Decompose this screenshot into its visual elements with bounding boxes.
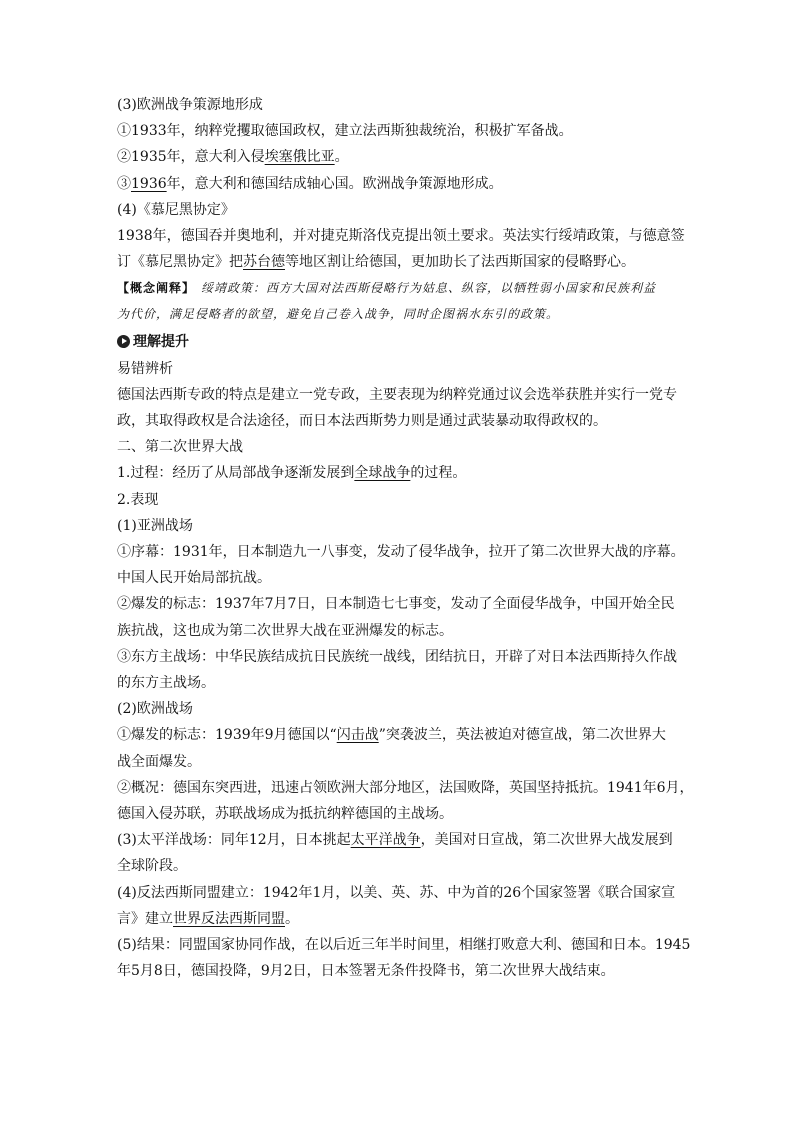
section-title-europe-source: (3)欧洲战争策源地形成 <box>117 97 263 113</box>
subsection-title: 2.表现 <box>117 491 159 508</box>
text-line: 全球阶段。 <box>117 858 187 875</box>
text-line: (4)反法西斯同盟建立：1942年1月，以美、英、苏、中为首的26个国家签署《联合国家宣 <box>117 884 676 901</box>
text-line: ②爆发的标志：1937年7月7日，日本制造七七事变，发动了全面侵华战争，中国开始全民 <box>117 596 675 613</box>
underlined-term: 太平洋战争 <box>350 832 421 849</box>
text-line: 的东方主战场。 <box>117 675 215 692</box>
text-line: ③东方主战场：中华民族结成抗日民族统一战线，团结抗日，开辟了对日本法西斯持久作战 <box>117 648 677 665</box>
text-line: ②1935年，意大利入侵埃塞俄比亚。 <box>117 149 349 166</box>
concept-note: 【概念阐释】 绥靖政策：西方大国对法西斯侵略行为姑息、纵容，以牺牲弱小国家和民族利益 <box>117 281 657 296</box>
text-line: ③1936年，意大利和德国结成轴心国。欧洲战争策源地形成。 <box>117 175 503 192</box>
understand-heading: 理解提升 <box>117 329 682 355</box>
text-line: (5)结果：同盟国家协同作战，在以后近三年半时间里，相继打败意大利、德国和日本。1945 <box>117 937 691 954</box>
text-line: (3)太平洋战场：同年12月，日本挑起太平洋战争，美国对日宣战，第二次世界大战发展到 <box>117 832 673 849</box>
subsection-title: (2)欧洲战场 <box>117 701 193 718</box>
text-line: ①爆发的标志：1939年9月德国以“闪击战”突袭波兰，英法被迫对德宣战，第二次世界大 <box>117 727 666 744</box>
subsection-title: (1)亚洲战场 <box>117 517 193 534</box>
text-line: 订《慕尼黑协定》把苏台德等地区割让给德国，更加助长了法西斯国家的侵略野心。 <box>117 254 635 271</box>
document-page <box>117 92 694 985</box>
text-line: ①序幕：1931年，日本制造九一八事变，发动了侵华战争，拉开了第二次世界大战的序幕。 <box>117 544 685 561</box>
text-line: ①1933年，纳粹党攫取德国政权，建立法西斯独裁统治，积极扩军备战。 <box>117 123 573 140</box>
text-line: 1938年，德国吞并奥地利，并对捷克斯洛伐克提出领土要求。英法实行绥靖政策，与德意签 <box>117 228 685 245</box>
underlined-term: 苏台德 <box>243 254 285 271</box>
concept-tag: 【概念阐释】 <box>117 281 196 296</box>
text-line: 政，其取得政权是合法途径，而日本法西斯势力则是通过武装暴动取得政权的。 <box>117 413 607 430</box>
text-line: 战全面爆发。 <box>117 753 201 770</box>
concept-note-line2: 为代价，满足侵略者的欲望，避免自己卷入战争，同时企图祸水东引的政策。 <box>117 307 560 322</box>
text-line: 德国入侵苏联，苏联战场成为抵抗纳粹德国的主战场。 <box>117 806 453 823</box>
text-line: 年5月8日，德国投降，9月2日，日本签署无条件投降书，第二次世界大战结束。 <box>117 963 615 980</box>
underlined-term: 全球战争 <box>354 465 411 482</box>
underlined-term: 闪击战 <box>336 727 379 744</box>
underlined-term: 1936 <box>131 175 167 192</box>
underlined-term: 世界反法西斯同盟 <box>173 910 285 927</box>
error-analysis-subheading: 易错辨析 <box>117 360 173 377</box>
text-line: 1.过程：经历了从局部战争逐渐发展到全球战争的过程。 <box>117 465 467 482</box>
underlined-term: 埃塞俄比亚 <box>264 149 335 166</box>
text-line: 中国人民开始局部抗战。 <box>117 570 271 587</box>
section-title-munich: (4)《慕尼黑协定》 <box>117 201 235 218</box>
play-circle-icon <box>117 335 130 348</box>
text-line: 德国法西斯专政的特点是建立一党专政，主要表现为纳粹党通过议会选举获胜并实行一党专 <box>117 386 677 403</box>
text-line: 族抗战，这也成为第二次世界大战在亚洲爆发的标志。 <box>117 622 453 639</box>
section-title-ww2: 二、第二次世界大战 <box>117 439 243 456</box>
text-line: ②概况：德国东突西进，迅速占领欧洲大部分地区，法国败降，英国坚持抵抗。1941年6月， <box>117 779 694 796</box>
text-line: 言》建立世界反法西斯同盟。 <box>117 910 299 927</box>
